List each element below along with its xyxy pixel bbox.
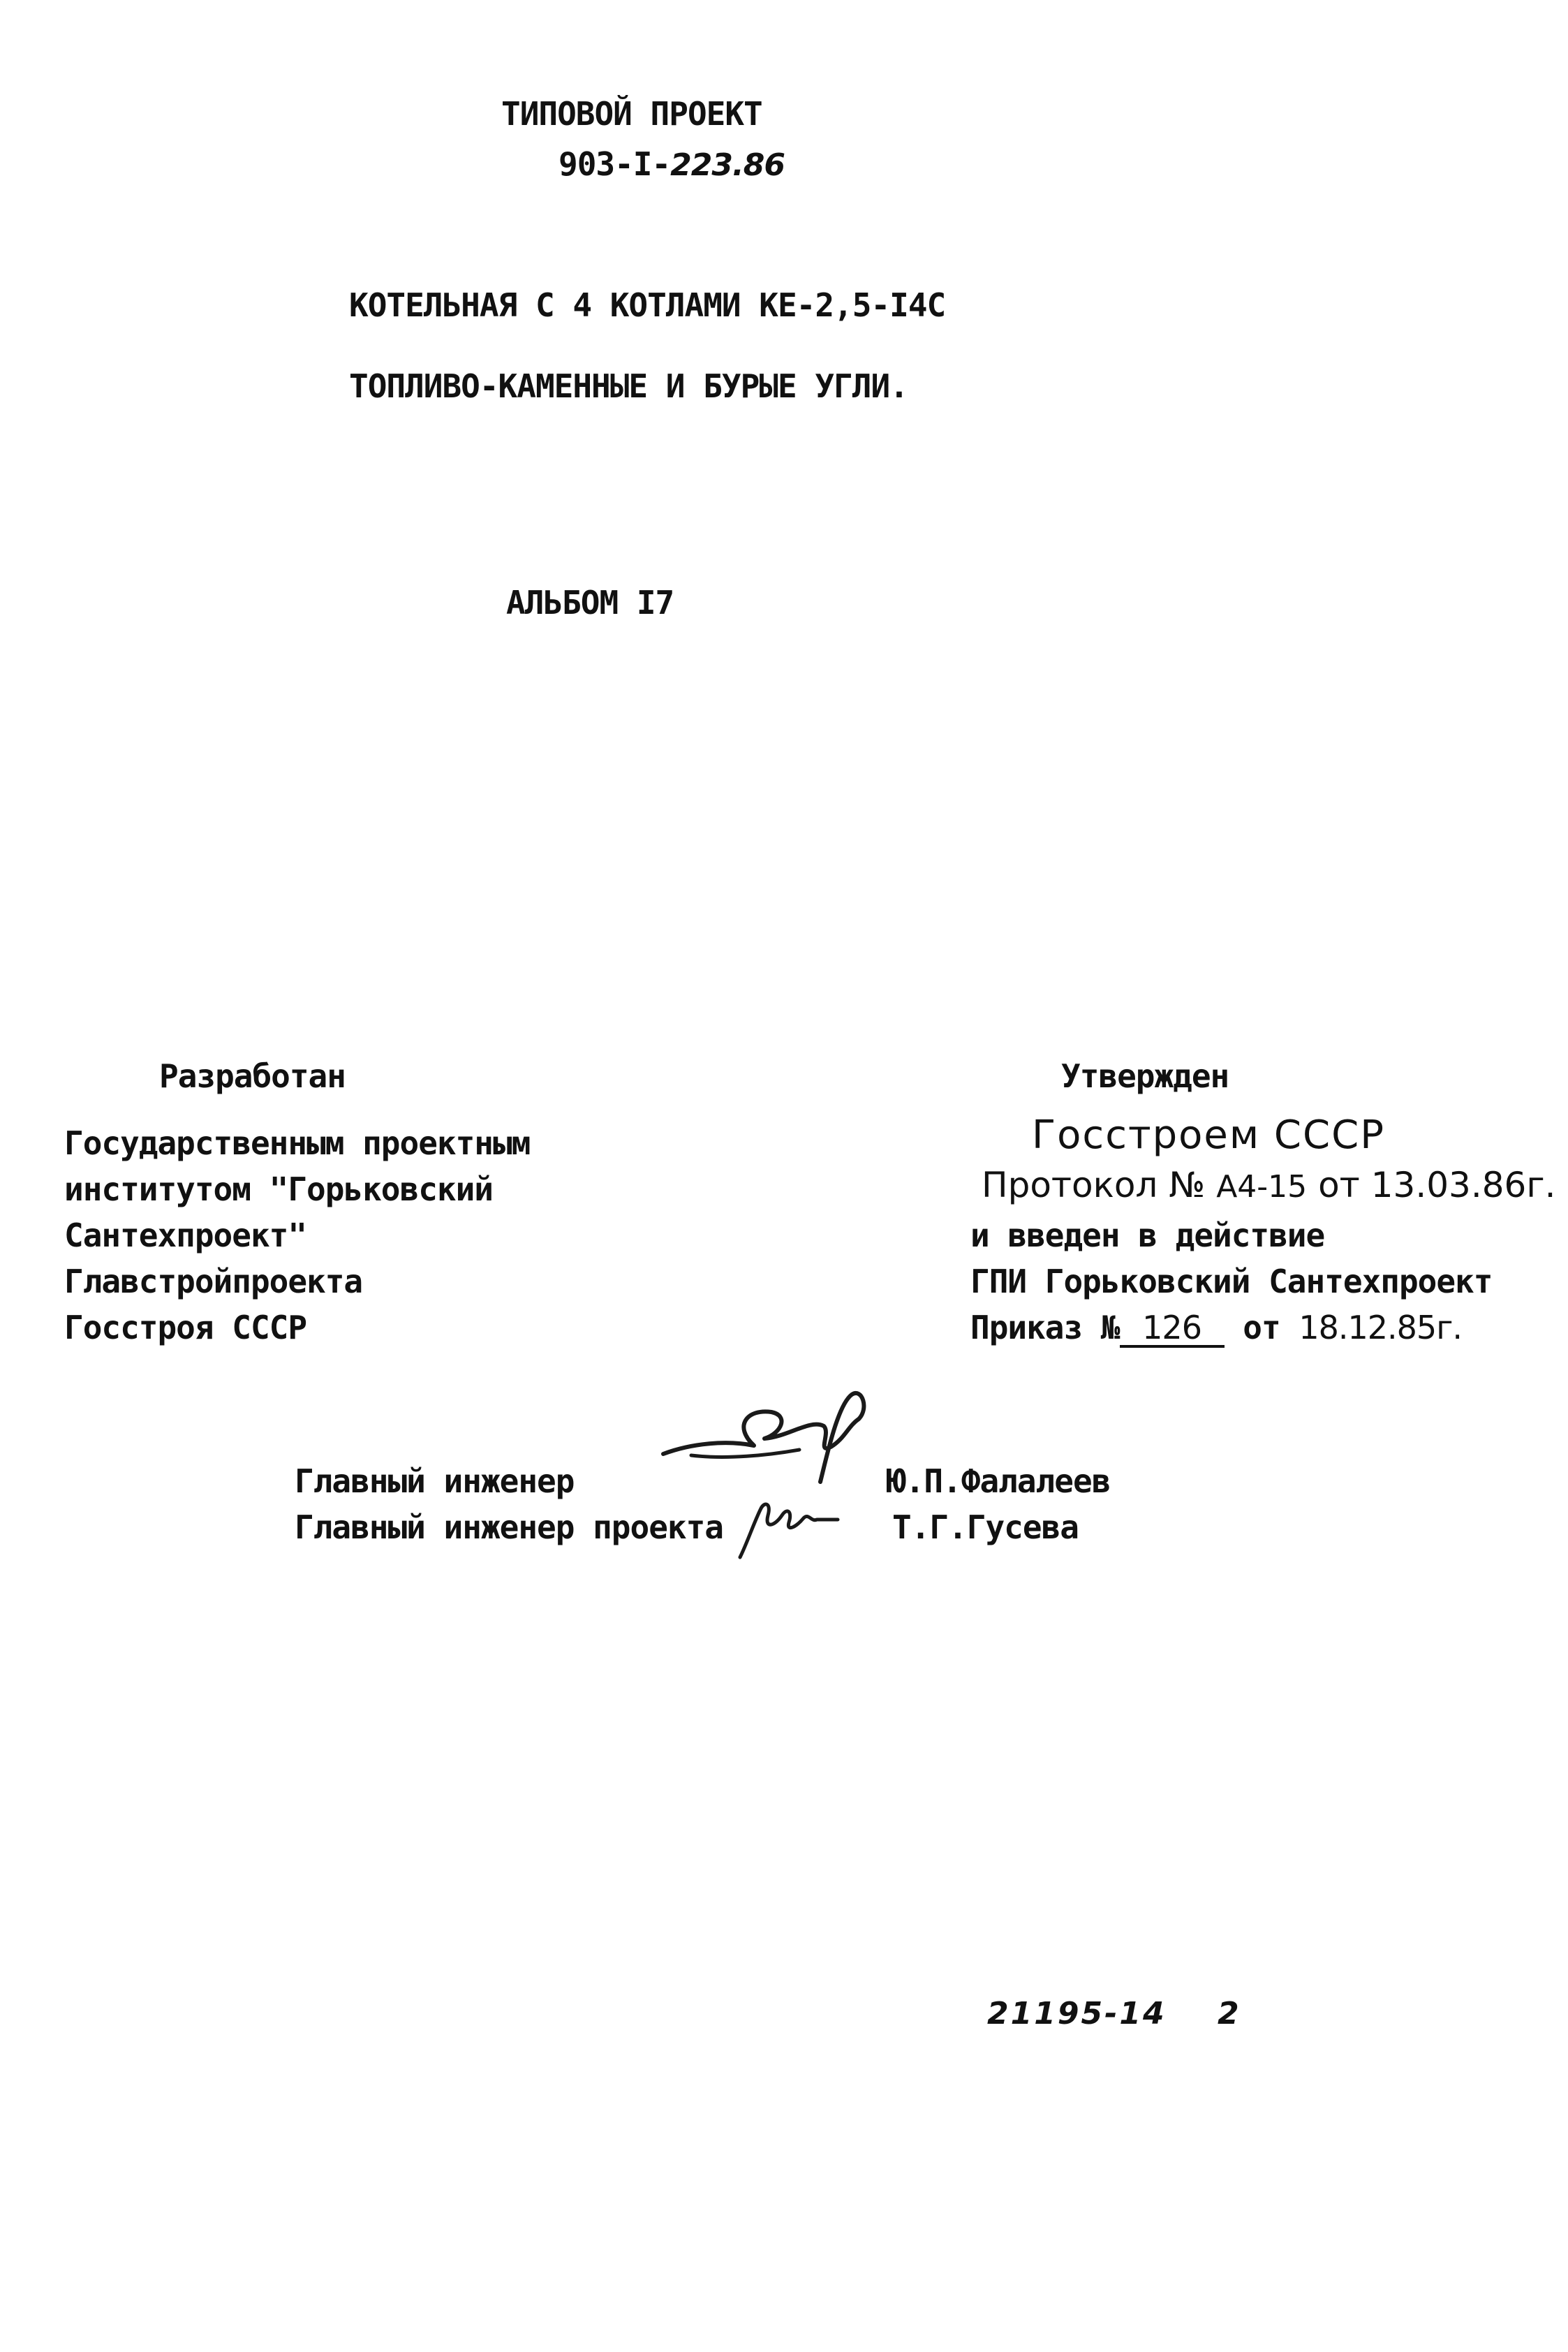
approved-heading: Утвержден xyxy=(1061,1057,1229,1095)
developed-line-1: Государственным проектным xyxy=(64,1124,531,1162)
chief-project-engineer-label: Главный инженер проекта xyxy=(295,1508,723,1546)
project-type-title: ТИПОВОЙ ПРОЕКТ xyxy=(501,95,762,133)
protocol-date: 13.03.86г. xyxy=(1370,1165,1556,1205)
approved-by-handwritten: Госстроем СССР xyxy=(1032,1112,1385,1158)
developed-line-5: Госстроя СССР xyxy=(64,1309,307,1346)
developed-line-3: Сантехпроект" xyxy=(64,1217,307,1254)
chief-engineer-label: Главный инженер xyxy=(295,1462,575,1500)
approved-order xyxy=(970,1311,1462,1348)
order-number: 126 xyxy=(1120,1311,1225,1348)
chief-engineer-name: Ю.П.Фалалеев xyxy=(887,1462,1111,1500)
project-code xyxy=(559,145,785,183)
subject-line-1: КОТЕЛЬНАЯ С 4 КОТЛАМИ КЕ-2,5-I4С xyxy=(349,286,946,324)
chief-project-engineer-name: Т.Г.Гусева xyxy=(892,1508,1079,1546)
protocol-label: Протокол № xyxy=(982,1165,1206,1205)
order-date: 18.12.85г. xyxy=(1299,1309,1462,1346)
subject-line-2: ТОПЛИВО-КАМЕННЫЕ И БУРЫЕ УГЛИ. xyxy=(349,367,908,405)
chief-engineer-signature xyxy=(649,1377,887,1489)
order-ot: от xyxy=(1243,1309,1280,1346)
order-label: Приказ № xyxy=(970,1309,1120,1346)
approved-line-4: ГПИ Горьковский Сантехпроект xyxy=(970,1263,1493,1300)
developed-line-2: институтом "Горьковский xyxy=(64,1170,493,1208)
developed-heading: Разработан xyxy=(159,1057,346,1095)
protocol-ot: от xyxy=(1318,1165,1360,1205)
approved-line-3: и введен в действие xyxy=(970,1217,1325,1254)
album-number: АЛЬБОМ I7 xyxy=(506,584,674,622)
project-code-printed: 903-I- xyxy=(559,145,671,183)
approved-protocol xyxy=(982,1165,1556,1205)
archive-number: 21195-14 xyxy=(987,1996,1167,2031)
page-number: 2 xyxy=(1218,1996,1239,2031)
chief-project-engineer-signature xyxy=(733,1487,845,1564)
protocol-number: А4-15 xyxy=(1216,1169,1308,1205)
developed-line-4: Главстройпроекта xyxy=(64,1263,363,1300)
project-code-handwritten: 223.86 xyxy=(670,147,785,183)
